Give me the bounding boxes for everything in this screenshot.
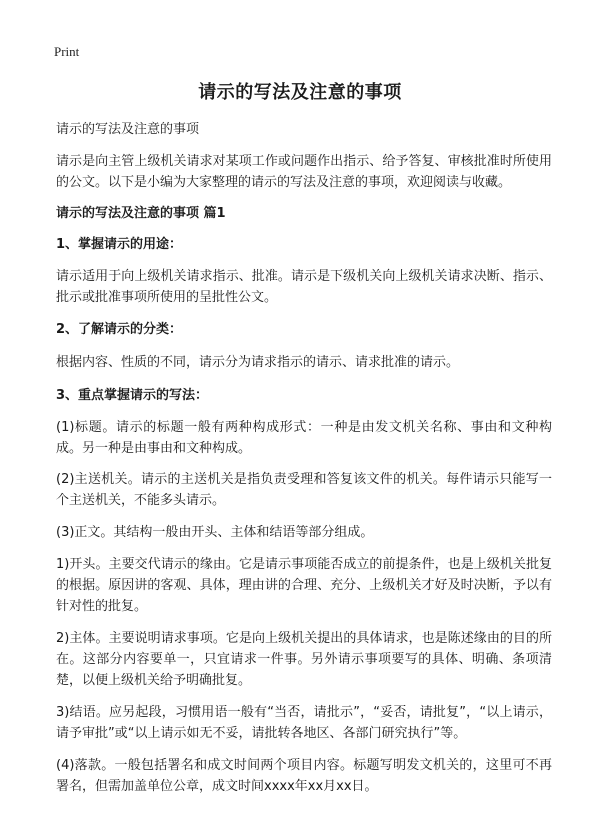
paragraph-main: 2)主体。主要说明请求事项。它是向上级机关提出的具体请求，也是陈述缘由的目的所在。这部分内容要单一，只宜请求一件事。另外请示事项要写的具体、明确、条项清楚，以便上级机关给予明确批复。	[56, 631, 552, 688]
paragraph-usage: 请示适用于向上级机关请求指示、批准。请示是下级机关向上级机关请求决断、指示、批示或批准事项所使用的呈批性公文。	[56, 269, 552, 305]
heading-writing-method: 3、重点掌握请示的写法：	[56, 388, 209, 403]
paragraph-closing: 3)结语。应另起段，习惯用语一般有“当否，请批示”，“妥否，请批复”，“以上请示，请予审批”或“以上请示如无不妥，请批转各地区、各部门研究执行”等。	[56, 705, 552, 741]
intro-paragraph: 请示是向主管上级机关请求对某项工作或问题作出指示、给予答复、审核批准时所使用的公文。以下是小编为大家整理的请示的写法及注意的事项，欢迎阅读与收藏。	[56, 154, 552, 190]
paragraph-recipient: (2)主送机关。请示的主送机关是指负责受理和答复该文件的机关。每件请示只能写一个主送机关，不能多头请示。	[56, 472, 552, 508]
paragraph-signature: (4)落款。一般包括署名和成文时间两个项目内容。标题写明发文机关的，这里可不再署名，但需加盖单位公章，成文时间xxxx年xx月xx日。	[56, 758, 552, 794]
document-subtitle: 请示的写法及注意的事项	[56, 122, 200, 137]
paragraph-opening: 1)开头。主要交代请示的缘由。它是请示事项能否成立的前提条件，也是上级机关批复的根据。原因讲的客观、具体，理由讲的合理、充分、上级机关才好及时决断，予以有针对性的批复。	[56, 557, 552, 614]
heading-classification: 2、了解请示的分类：	[56, 322, 183, 337]
paragraph-title: (1)标题。请示的标题一般有两种构成形式：一种是由发文机关名称、事由和文种构成。另一种是由事由和文种构成。	[56, 420, 552, 456]
section-title: 请示的写法及注意的事项 篇1	[56, 206, 226, 221]
heading-usage: 1、掌握请示的用途：	[56, 237, 183, 252]
print-link[interactable]: Print	[54, 44, 80, 59]
paragraph-body: (3)正文。其结构一般由开头、主体和结语等部分组成。	[56, 525, 374, 540]
document-title: 请示的写法及注意的事项	[198, 82, 402, 103]
paragraph-classification: 根据内容、性质的不同，请示分为请求指示的请示、请求批准的请示。	[56, 355, 460, 370]
document-body	[56, 119, 552, 797]
